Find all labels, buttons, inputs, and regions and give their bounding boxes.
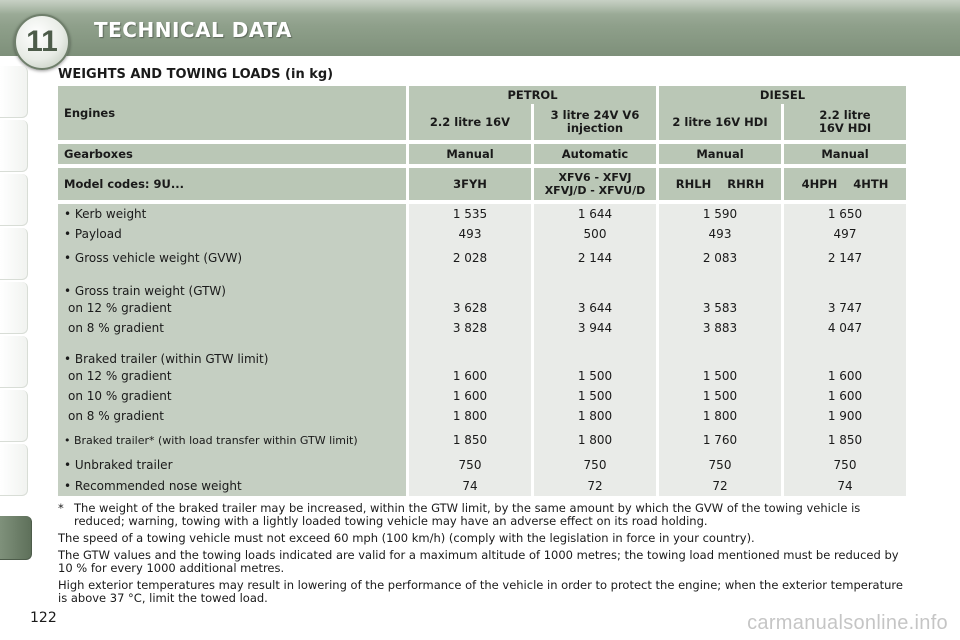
gearbox-header: Manual xyxy=(659,144,781,164)
row-value xyxy=(659,272,781,298)
row-value: 3 747 xyxy=(784,298,906,318)
model-code-header: 3FYH xyxy=(409,168,531,200)
row-label: • Payload xyxy=(58,224,406,244)
petrol-group-header: PETROL xyxy=(409,86,656,104)
side-tab[interactable] xyxy=(0,228,28,280)
side-tab-active[interactable] xyxy=(0,516,32,560)
row-value: 1 800 xyxy=(534,406,656,426)
row-value: 1 590 xyxy=(659,204,781,224)
model-code: XFV6 - XFVJ XFVJ/D - XFVU/D xyxy=(544,171,646,197)
model-code-header xyxy=(534,168,656,200)
side-tab[interactable] xyxy=(0,336,28,388)
side-tab-rail xyxy=(0,56,30,640)
row-value: 74 xyxy=(784,476,906,496)
row-value: 750 xyxy=(534,454,656,476)
table-row xyxy=(58,338,906,366)
engines-label: Engines xyxy=(58,86,406,140)
table-row xyxy=(58,366,906,386)
row-value: 3 628 xyxy=(409,298,531,318)
table-row xyxy=(58,406,906,426)
row-label: on 8 % gradient xyxy=(58,318,406,338)
engine-header xyxy=(659,104,781,140)
side-tab[interactable] xyxy=(0,120,28,172)
row-label: • Gross train weight (GTW) xyxy=(58,272,406,298)
gearbox-header: Manual xyxy=(784,144,906,164)
row-value: 1 500 xyxy=(659,386,781,406)
row-value: 493 xyxy=(409,224,531,244)
table-row xyxy=(58,426,906,454)
table-row xyxy=(58,204,906,224)
row-label: • Recommended nose weight xyxy=(58,476,406,496)
row-value: 1 500 xyxy=(534,366,656,386)
row-value: 1 500 xyxy=(659,366,781,386)
weights-table xyxy=(55,86,909,496)
row-value: 750 xyxy=(659,454,781,476)
row-value: 2 147 xyxy=(784,244,906,272)
row-value: 1 800 xyxy=(659,406,781,426)
row-value: 1 644 xyxy=(534,204,656,224)
table-row xyxy=(58,476,906,496)
section-title: WEIGHTS AND TOWING LOADS (in kg) xyxy=(58,67,334,82)
row-value xyxy=(534,272,656,298)
side-tab[interactable] xyxy=(0,390,28,442)
row-value: 3 644 xyxy=(534,298,656,318)
header-highlight xyxy=(0,0,960,14)
temperature-paragraph: High exterior temperatures may result in lowering of the performance of the vehicle in order to protect the engine; when the exterior temperature is above 37 °C, limit the towed load. xyxy=(58,578,903,605)
row-value: 72 xyxy=(534,476,656,496)
row-value: 750 xyxy=(784,454,906,476)
row-value xyxy=(659,338,781,366)
table-row xyxy=(58,224,906,244)
row-value: 493 xyxy=(659,224,781,244)
row-value: 1 850 xyxy=(784,426,906,454)
row-value xyxy=(409,338,531,366)
engine-header xyxy=(784,104,906,140)
chapter-title: TECHNICAL DATA xyxy=(94,18,292,42)
row-value: 74 xyxy=(409,476,531,496)
diesel-group-header: DIESEL xyxy=(659,86,906,104)
row-label: • Unbraked trailer xyxy=(58,454,406,476)
row-label: • Braked trailer (within GTW limit) xyxy=(58,338,406,366)
row-value: 500 xyxy=(534,224,656,244)
row-value: 1 850 xyxy=(409,426,531,454)
row-value: 3 944 xyxy=(534,318,656,338)
row-label: on 12 % gradient xyxy=(58,366,406,386)
row-value xyxy=(409,272,531,298)
row-value: 1 600 xyxy=(784,366,906,386)
side-tab[interactable] xyxy=(0,66,28,118)
engine-name: 3 litre 24V V6 injection xyxy=(550,108,640,135)
model-code-header: RHLH RHRH xyxy=(659,168,781,200)
row-value xyxy=(534,338,656,366)
table-row xyxy=(58,298,906,318)
row-value: 1 600 xyxy=(409,366,531,386)
row-label: on 8 % gradient xyxy=(58,406,406,426)
row-label: on 12 % gradient xyxy=(58,298,406,318)
row-label: on 10 % gradient xyxy=(58,386,406,406)
row-value: 2 083 xyxy=(659,244,781,272)
row-value: 1 900 xyxy=(784,406,906,426)
row-value: 1 800 xyxy=(534,426,656,454)
row-label: • Gross vehicle weight (GVW) xyxy=(58,244,406,272)
speed-paragraph: The speed of a towing vehicle must not exceed 60 mph (100 km/h) (comply with the legislation in force in your country). xyxy=(58,531,755,545)
row-value: 1 500 xyxy=(534,386,656,406)
chapter-number: 11 xyxy=(26,25,58,58)
row-value: 1 650 xyxy=(784,204,906,224)
row-value: 2 144 xyxy=(534,244,656,272)
gearboxes-label: Gearboxes xyxy=(58,144,406,164)
engine-header xyxy=(409,104,531,140)
row-value: 1 600 xyxy=(784,386,906,406)
footnote-text: The weight of the braked trailer may be increased, within the GTW limit, by the same amount by which the GVW of the towing vehicle is reduced; warning, towing with a lightly loaded towing vehicle may have an adverse effect on its road holding. xyxy=(74,501,861,528)
page-number: 122 xyxy=(30,610,57,626)
row-value: 750 xyxy=(409,454,531,476)
row-value: 1 600 xyxy=(409,386,531,406)
row-value: 72 xyxy=(659,476,781,496)
table-row xyxy=(58,454,906,476)
row-value: 4 047 xyxy=(784,318,906,338)
side-tab[interactable] xyxy=(0,282,28,334)
table-row xyxy=(58,244,906,272)
row-value: 3 583 xyxy=(659,298,781,318)
row-value: 497 xyxy=(784,224,906,244)
row-value: 3 828 xyxy=(409,318,531,338)
row-value xyxy=(784,338,906,366)
gearbox-header: Automatic xyxy=(534,144,656,164)
row-value: 2 028 xyxy=(409,244,531,272)
row-label: • Kerb weight xyxy=(58,204,406,224)
gearbox-header: Manual xyxy=(409,144,531,164)
altitude-paragraph: The GTW values and the towing loads indicated are valid for a maximum altitude of 1000 metres; the towing load mentioned must be reduced by 10 % for every 1000 additional metres. xyxy=(58,548,899,575)
table-row xyxy=(58,318,906,338)
row-value: 3 883 xyxy=(659,318,781,338)
row-value xyxy=(784,272,906,298)
table-row xyxy=(58,272,906,298)
footnote-marker: * xyxy=(58,501,64,515)
engine-name: 2 litre 16V HDI xyxy=(672,114,768,129)
row-value: 1 535 xyxy=(409,204,531,224)
footnote xyxy=(58,502,908,528)
engine-header xyxy=(534,104,656,140)
engine-name: 2.2 litre 16V xyxy=(429,114,511,129)
row-value: 1 760 xyxy=(659,426,781,454)
row-label: • Braked trailer* (with load transfer within GTW limit) xyxy=(58,426,406,454)
table-row xyxy=(58,386,906,406)
weights-rows xyxy=(58,204,906,496)
row-value: 1 800 xyxy=(409,406,531,426)
model-code-header: 4HPH 4HTH xyxy=(784,168,906,200)
watermark-text: carmanualsonline.info xyxy=(747,612,948,634)
engine-name: 2.2 litre 16V HDI xyxy=(818,108,872,135)
side-tab[interactable] xyxy=(0,444,28,496)
model-codes-label: Model codes: 9U... xyxy=(58,168,406,200)
side-tab[interactable] xyxy=(0,174,28,226)
